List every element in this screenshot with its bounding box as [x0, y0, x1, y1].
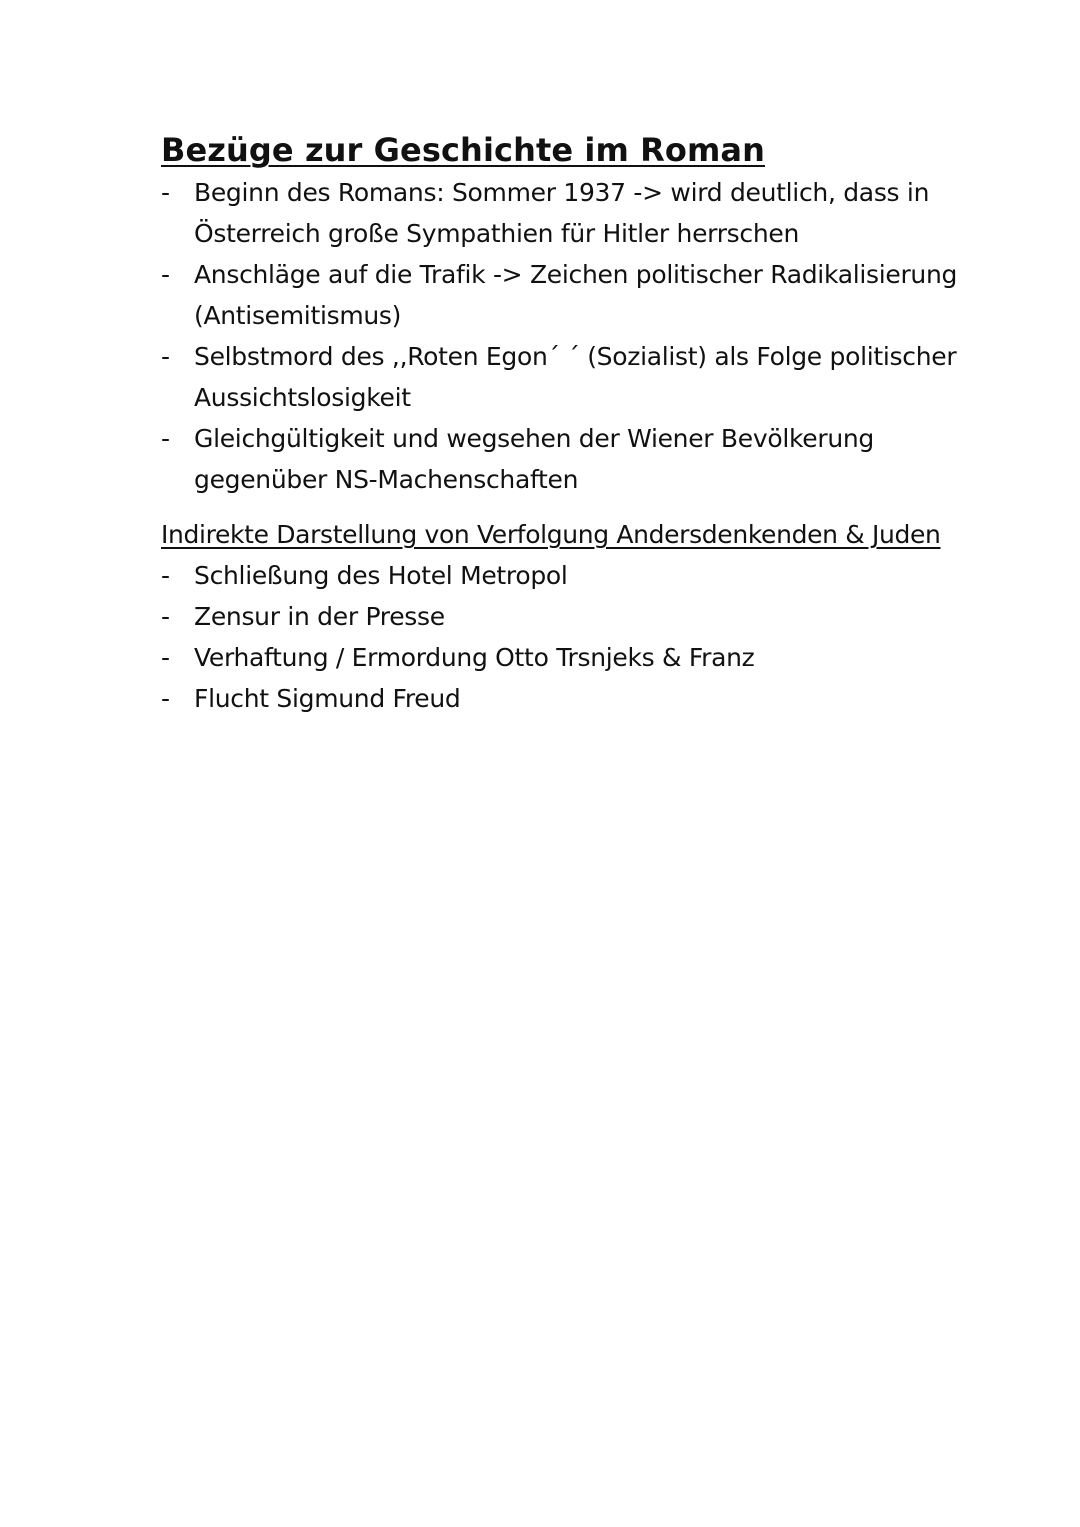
bullet-dash: -: [161, 684, 170, 713]
list-item: [161, 418, 961, 500]
list-item: [161, 596, 961, 637]
list-item-text: Beginn des Romans: Sommer 1937 -> wird deutlich, dass in Österreich große Sympathien für Hitler herrschen: [194, 178, 930, 248]
bullet-dash: -: [161, 602, 170, 631]
section-subheading: Indirekte Darstellung von Verfolgung Andersdenkenden & Juden: [161, 520, 941, 549]
list-item: [161, 555, 961, 596]
list-item-text: Zensur in der Presse: [194, 602, 445, 631]
document-title: Bezüge zur Geschichte im Roman: [161, 131, 765, 169]
bullet-dash: -: [161, 561, 170, 590]
bullet-dash: -: [161, 342, 170, 371]
list-item: [161, 637, 961, 678]
bullet-dash: -: [161, 260, 170, 289]
persecution-list: [161, 555, 961, 719]
list-item-text: Selbstmord des ,,Roten Egon´ ´ (Sozialist) als Folge politischer Aussichtslosigkeit: [194, 342, 957, 412]
bullet-dash: -: [161, 643, 170, 672]
history-references-list: [161, 172, 961, 500]
list-item-text: Verhaftung / Ermordung Otto Trsnjeks & Franz: [194, 643, 755, 672]
list-item-text: Gleichgültigkeit und wegsehen der Wiener Bevölkerung gegenüber NS-Machenschaften: [194, 424, 874, 494]
list-item-text: Anschläge auf die Trafik -> Zeichen politischer Radikalisierung (Antisemitismus): [194, 260, 958, 330]
list-item: [161, 336, 961, 418]
bullet-dash: -: [161, 424, 170, 453]
list-item: [161, 172, 961, 254]
list-item: [161, 254, 961, 336]
bullet-dash: -: [161, 178, 170, 207]
list-item-text: Schließung des Hotel Metropol: [194, 561, 568, 590]
list-item: [161, 678, 961, 719]
document-page: [161, 128, 961, 719]
list-item-text: Flucht Sigmund Freud: [194, 684, 461, 713]
